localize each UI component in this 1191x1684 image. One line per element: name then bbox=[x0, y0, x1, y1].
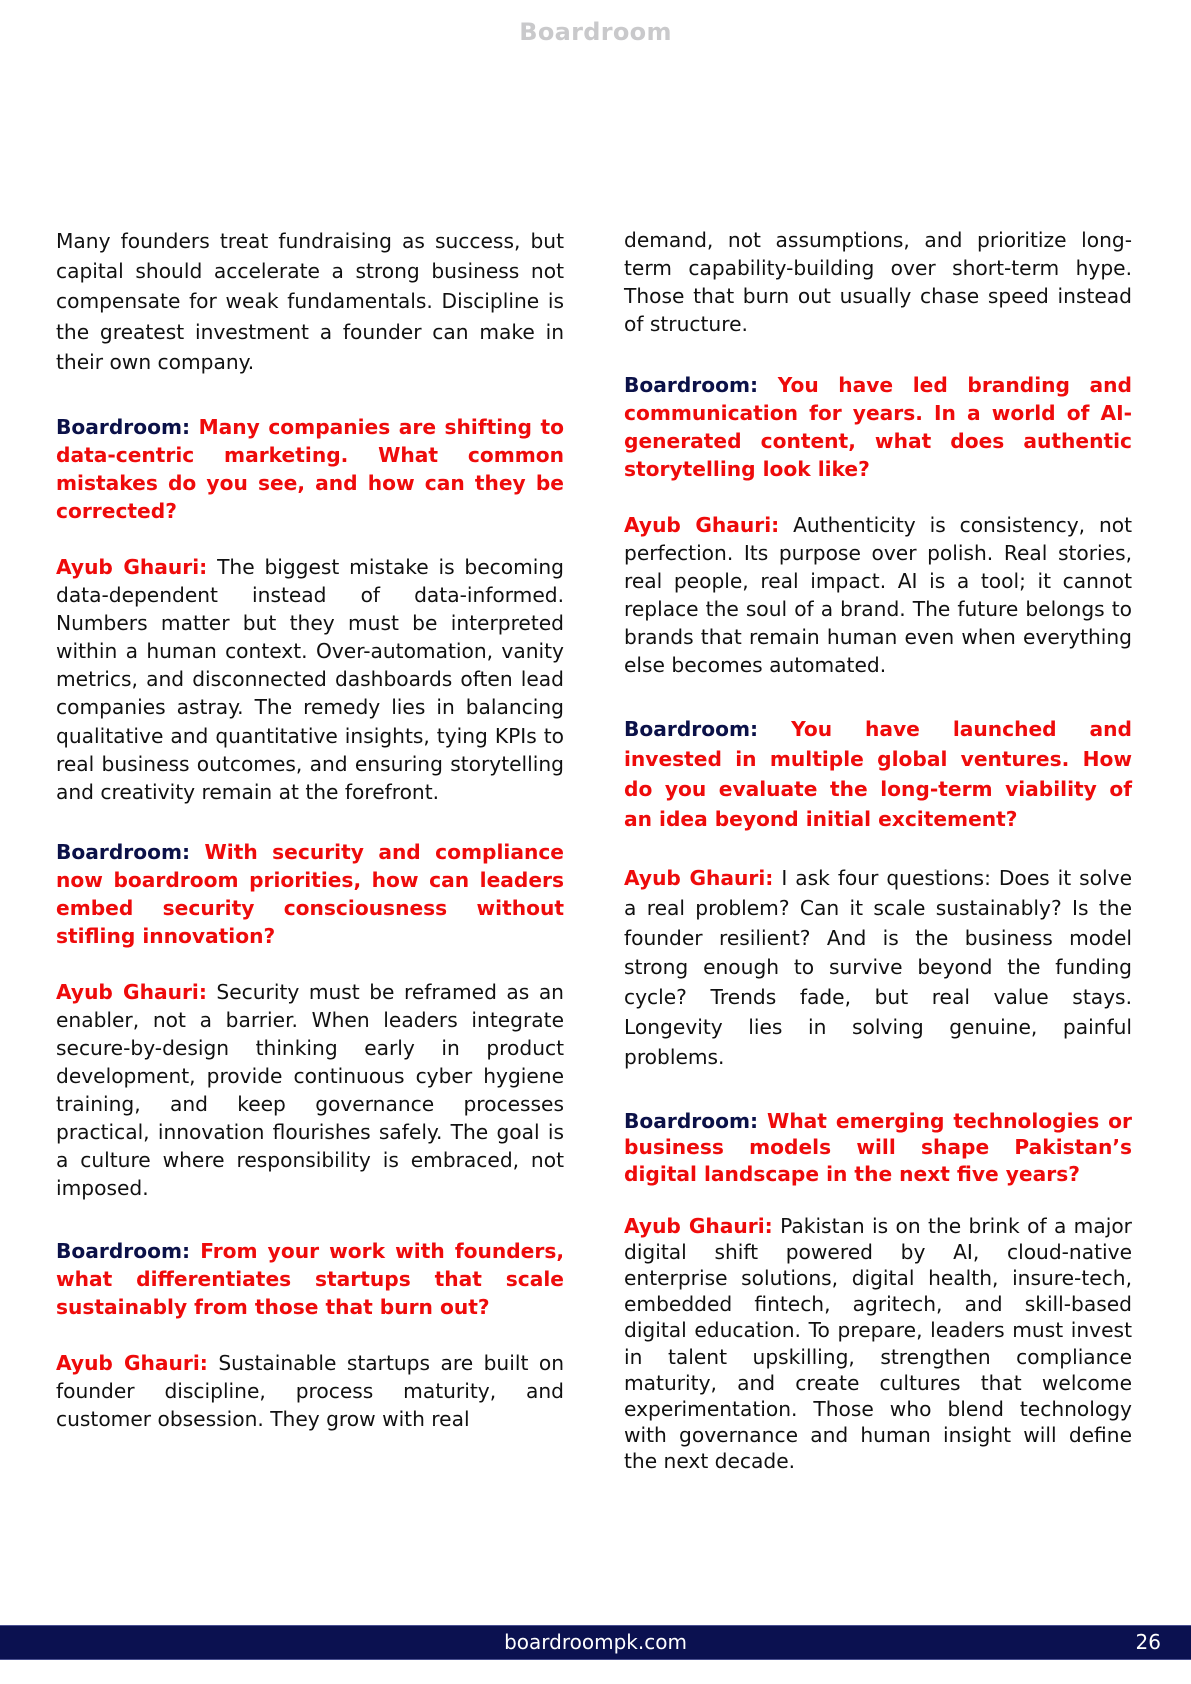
answer-text: Security must be reframed as an enabler, not a barrier. When leaders integrate secure-by-design thinking early in product development, provide continuous cyber hygiene training, and keep governance processes practical, innovation flourishes safely. The goal is a culture where responsibility is embraced, not imposed. bbox=[56, 979, 564, 1200]
answer-label: Ayub Ghauri: bbox=[624, 1214, 773, 1239]
answer-text: Sustainable startups are built on founder discipline, process maturity, and customer obsession. They grow with real bbox=[56, 1350, 564, 1431]
answer bbox=[624, 864, 1132, 1073]
footer-website-link[interactable]: boardroompk.com bbox=[504, 1630, 687, 1654]
answer-label: Ayub Ghauri: bbox=[624, 513, 780, 537]
question-label: Boardroom: bbox=[56, 1238, 191, 1263]
question bbox=[624, 371, 1132, 483]
question-label: Boardroom: bbox=[56, 839, 191, 864]
answer-label: Ayub Ghauri: bbox=[624, 866, 774, 890]
question bbox=[624, 714, 1132, 834]
answer bbox=[624, 1213, 1132, 1474]
answer-label: Ayub Ghauri: bbox=[56, 979, 207, 1004]
answer-label: Ayub Ghauri: bbox=[56, 555, 208, 580]
answer-text: The biggest mistake is becoming data-dependent instead of data-informed. Numbers matter but they must be interpreted within a human context. Over-automation, vanity metrics, and disconnected dashboards often lead companies astray. The remedy lies in balancing qualitative and quantitative insights, tying KPIs to real business outcomes, and ensuring storytelling and creativity remain at the forefront. bbox=[56, 555, 564, 804]
left-column bbox=[56, 226, 564, 1433]
right-column bbox=[624, 226, 1132, 1474]
question-text: From your work with founders, what differentiates startups that scale sustainably from those that burn out? bbox=[56, 1238, 564, 1319]
question-text: You have launched and invested in multiple global ventures. How do you evaluate the long-term viability of an idea beyond initial excitement? bbox=[624, 717, 1132, 831]
question-label: Boardroom: bbox=[624, 717, 759, 741]
question-label: Boardroom: bbox=[624, 1108, 759, 1133]
answer-text: Authenticity is consistency, not perfection. Its purpose over polish. Real stories, real people, real impact. AI is a tool; it cannot replace the soul of a brand. The future belongs to brands that remain human even when everything else becomes automated. bbox=[624, 513, 1132, 677]
question-text: What emerging technologies or business models will shape Pakistan’s digital landscape in the next five years? bbox=[624, 1108, 1132, 1186]
question bbox=[624, 1108, 1132, 1188]
question bbox=[56, 413, 564, 525]
question-text: Many companies are shifting to data-centric marketing. What common mistakes do you see, and how can they be corrected? bbox=[56, 415, 565, 524]
footer-bar bbox=[0, 1625, 1191, 1660]
question-label: Boardroom: bbox=[624, 373, 759, 397]
answer bbox=[56, 1349, 564, 1433]
masthead-title: Boardroom bbox=[519, 18, 672, 46]
answer bbox=[624, 511, 1132, 679]
answer bbox=[56, 553, 564, 806]
answer-text: I ask four questions: Does it solve a real problem? Can it scale sustainably? Is the founder resilient? And is the business model strong enough to survive beyond the funding cycle? Trends fade, but real value stays. Longevity lies in solving genuine, painful problems. bbox=[624, 866, 1132, 1069]
page-number: 26 bbox=[1135, 1630, 1161, 1654]
continuation-paragraph: demand, not assumptions, and prioritize long-term capability-building over short-term hype. Those that burn out usually chase speed instead of structure. bbox=[624, 228, 1132, 336]
question-label: Boardroom: bbox=[56, 415, 191, 440]
intro-paragraph: Many founders treat fundraising as success, but capital should accelerate a strong business not compensate for weak fundamentals. Discipline is the greatest investment a founder can make in their own company. bbox=[56, 229, 564, 374]
question-text: You have led branding and communication for years. In a world of AI-generated content, what does authentic storytelling look like? bbox=[624, 373, 1132, 481]
question-text: With security and compliance now boardroom priorities, how can leaders embed security consciousness without stifling innovation? bbox=[56, 839, 564, 948]
answer bbox=[56, 978, 564, 1202]
question bbox=[56, 1237, 564, 1321]
answer-label: Ayub Ghauri: bbox=[56, 1350, 208, 1375]
question bbox=[56, 838, 564, 950]
answer-text: Pakistan is on the brink of a major digital shift powered by AI, cloud-native enterprise solutions, digital health, insure-tech, embedded fintech, agritech, and skill-based digital education. To prepare, leaders must invest in talent upskilling, strengthen compliance maturity, and create cultures that welcome experimentation. Those who blend technology with governance and human insight will define the next decade. bbox=[624, 1214, 1132, 1473]
